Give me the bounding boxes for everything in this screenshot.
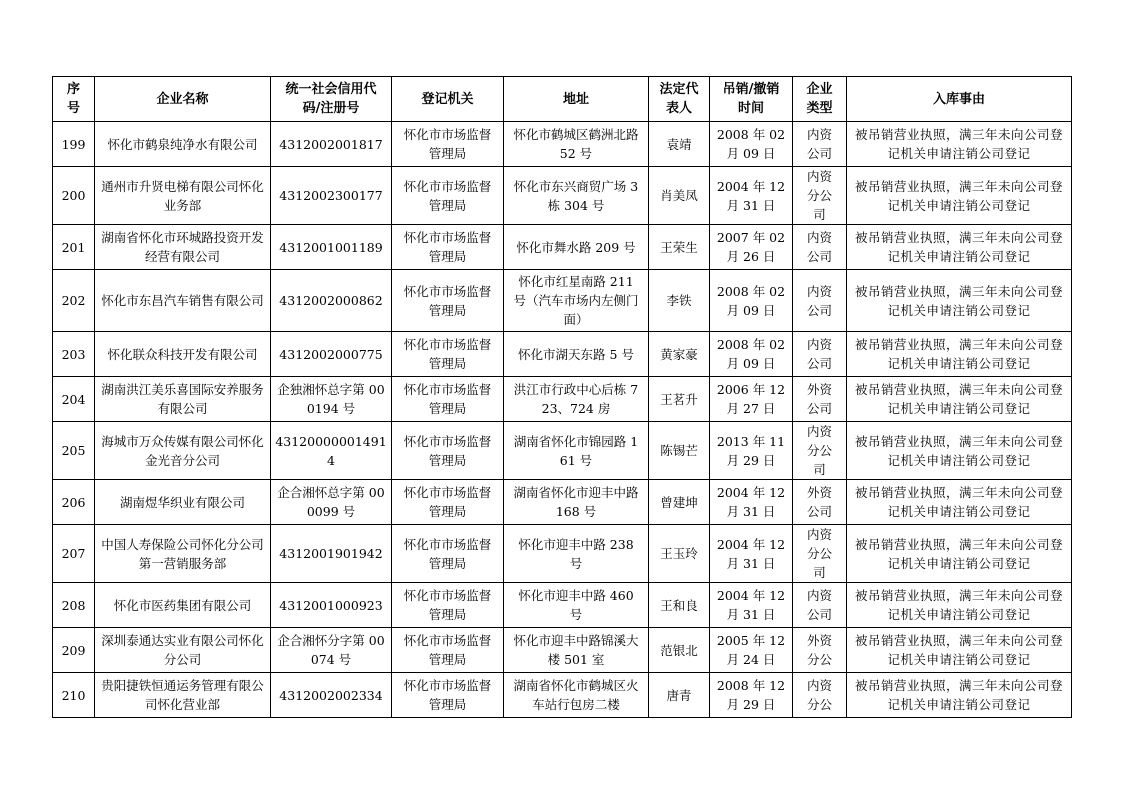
cell-authority: 怀化市市场监督管理局 [392, 122, 504, 167]
cell-company-type: 内资分公司 [793, 422, 847, 480]
cell-address: 洪江市行政中心后栋 723、724 房 [504, 377, 649, 422]
table-row [53, 225, 1072, 270]
cell-company-type: 内资公司 [793, 225, 847, 270]
cell-address: 怀化市迎丰中路 460 号 [504, 583, 649, 628]
cell-reason: 被吊销营业执照，满三年未向公司登记机关申请注销公司登记 [847, 422, 1072, 480]
cell-seq: 209 [53, 628, 95, 673]
cell-credit-code: 企独湘怀总字第 000194 号 [271, 377, 392, 422]
cell-address: 怀化市迎丰中路锦溪大楼 501 室 [504, 628, 649, 673]
cell-company-type: 内资公司 [793, 332, 847, 377]
cell-company-name: 湖南省怀化市环城路投资开发经营有限公司 [95, 225, 271, 270]
table-row [53, 583, 1072, 628]
cell-reason: 被吊销营业执照，满三年未向公司登记机关申请注销公司登记 [847, 167, 1072, 225]
cell-reason: 被吊销营业执照，满三年未向公司登记机关申请注销公司登记 [847, 122, 1072, 167]
cell-authority: 怀化市市场监督管理局 [392, 225, 504, 270]
cell-seq: 200 [53, 167, 95, 225]
cell-company-name: 湖南煜华织业有限公司 [95, 480, 271, 525]
cell-reason: 被吊销营业执照，满三年未向公司登记机关申请注销公司登记 [847, 480, 1072, 525]
cell-credit-code: 4312001001189 [271, 225, 392, 270]
table-row [53, 480, 1072, 525]
cell-revoke-time: 2008 年 02 月 09 日 [710, 270, 793, 332]
header-company-type: 企业类型 [793, 77, 847, 122]
header-revoke-time: 吊销/撤销时间 [710, 77, 793, 122]
cell-revoke-time: 2004 年 12 月 31 日 [710, 167, 793, 225]
cell-credit-code: 4312001000923 [271, 583, 392, 628]
cell-company-name: 中国人寿保险公司怀化分公司第一营销服务部 [95, 525, 271, 583]
cell-company-type: 内资公司 [793, 583, 847, 628]
cell-revoke-time: 2006 年 12 月 27 日 [710, 377, 793, 422]
cell-reason: 被吊销营业执照，满三年未向公司登记机关申请注销公司登记 [847, 332, 1072, 377]
cell-authority: 怀化市市场监督管理局 [392, 673, 504, 718]
cell-address: 湖南省怀化市锦园路 161 号 [504, 422, 649, 480]
cell-company-name: 贵阳捷铁恒通运务管理有限公司怀化营业部 [95, 673, 271, 718]
cell-revoke-time: 2004 年 12 月 31 日 [710, 583, 793, 628]
cell-authority: 怀化市市场监督管理局 [392, 167, 504, 225]
cell-company-type: 外资分公 [793, 628, 847, 673]
table-row [53, 525, 1072, 583]
cell-reason: 被吊销营业执照，满三年未向公司登记机关申请注销公司登记 [847, 583, 1072, 628]
cell-company-type: 内资公司 [793, 122, 847, 167]
table-row [53, 673, 1072, 718]
table-row [53, 377, 1072, 422]
table-row [53, 628, 1072, 673]
cell-company-name: 怀化市医药集团有限公司 [95, 583, 271, 628]
header-address: 地址 [504, 77, 649, 122]
header-seq: 序号 [53, 77, 95, 122]
header-legal-rep: 法定代表人 [649, 77, 710, 122]
cell-legal-rep: 王茗升 [649, 377, 710, 422]
cell-credit-code: 4312002300177 [271, 167, 392, 225]
cell-legal-rep: 王和良 [649, 583, 710, 628]
cell-authority: 怀化市市场监督管理局 [392, 332, 504, 377]
cell-legal-rep: 肖美凤 [649, 167, 710, 225]
cell-company-name: 怀化市东昌汽车销售有限公司 [95, 270, 271, 332]
cell-credit-code: 4312002000862 [271, 270, 392, 332]
cell-company-type: 内资公司 [793, 270, 847, 332]
revoked-companies-table [52, 76, 1072, 718]
cell-legal-rep: 范银北 [649, 628, 710, 673]
cell-seq: 210 [53, 673, 95, 718]
cell-legal-rep: 唐青 [649, 673, 710, 718]
cell-legal-rep: 黄家豪 [649, 332, 710, 377]
cell-legal-rep: 曾建坤 [649, 480, 710, 525]
cell-seq: 204 [53, 377, 95, 422]
cell-revoke-time: 2013 年 11 月 29 日 [710, 422, 793, 480]
cell-legal-rep: 陈锡芒 [649, 422, 710, 480]
cell-reason: 被吊销营业执照，满三年未向公司登记机关申请注销公司登记 [847, 377, 1072, 422]
cell-company-type: 外资公司 [793, 377, 847, 422]
cell-credit-code: 4312001901942 [271, 525, 392, 583]
registry-sheet [52, 76, 1071, 718]
cell-reason: 被吊销营业执照，满三年未向公司登记机关申请注销公司登记 [847, 525, 1072, 583]
cell-company-type: 内资分公 [793, 673, 847, 718]
cell-seq: 199 [53, 122, 95, 167]
table-row [53, 422, 1072, 480]
cell-credit-code: 4312002002334 [271, 673, 392, 718]
cell-address: 怀化市红星南路 211 号（汽车市场内左侧门面） [504, 270, 649, 332]
cell-seq: 203 [53, 332, 95, 377]
cell-seq: 206 [53, 480, 95, 525]
cell-seq: 201 [53, 225, 95, 270]
cell-credit-code: 4312002001817 [271, 122, 392, 167]
cell-revoke-time: 2004 年 12 月 31 日 [710, 480, 793, 525]
cell-legal-rep: 李铁 [649, 270, 710, 332]
cell-revoke-time: 2008 年 12 月 29 日 [710, 673, 793, 718]
cell-reason: 被吊销营业执照，满三年未向公司登记机关申请注销公司登记 [847, 225, 1072, 270]
cell-revoke-time: 2008 年 02 月 09 日 [710, 332, 793, 377]
table-row [53, 167, 1072, 225]
cell-legal-rep: 王荣生 [649, 225, 710, 270]
cell-credit-code: 企合湘怀分字第 00074 号 [271, 628, 392, 673]
cell-seq: 208 [53, 583, 95, 628]
cell-company-name: 海城市万众传媒有限公司怀化金光音分公司 [95, 422, 271, 480]
cell-legal-rep: 袁靖 [649, 122, 710, 167]
cell-address: 怀化市舞水路 209 号 [504, 225, 649, 270]
table-row [53, 332, 1072, 377]
header-company-name: 企业名称 [95, 77, 271, 122]
cell-company-type: 内资分公司 [793, 525, 847, 583]
cell-authority: 怀化市市场监督管理局 [392, 377, 504, 422]
cell-revoke-time: 2005 年 12 月 24 日 [710, 628, 793, 673]
table-row [53, 122, 1072, 167]
cell-company-type: 内资分公司 [793, 167, 847, 225]
cell-company-name: 通州市升贤电梯有限公司怀化业务部 [95, 167, 271, 225]
cell-company-name: 深圳泰通达实业有限公司怀化分公司 [95, 628, 271, 673]
cell-authority: 怀化市市场监督管理局 [392, 583, 504, 628]
table-row [53, 270, 1072, 332]
header-reason: 入库事由 [847, 77, 1072, 122]
header-authority: 登记机关 [392, 77, 504, 122]
cell-authority: 怀化市市场监督管理局 [392, 525, 504, 583]
cell-address: 怀化市湖天东路 5 号 [504, 332, 649, 377]
cell-credit-code: 4312002000775 [271, 332, 392, 377]
cell-company-name: 湖南洪江美乐喜国际安养服务有限公司 [95, 377, 271, 422]
cell-company-name: 怀化市鹤泉纯净水有限公司 [95, 122, 271, 167]
cell-authority: 怀化市市场监督管理局 [392, 270, 504, 332]
cell-reason: 被吊销营业执照，满三年未向公司登记机关申请注销公司登记 [847, 628, 1072, 673]
cell-revoke-time: 2007 年 02 月 26 日 [710, 225, 793, 270]
cell-company-type: 外资公司 [793, 480, 847, 525]
cell-revoke-time: 2008 年 02 月 09 日 [710, 122, 793, 167]
cell-address: 怀化市迎丰中路 238 号 [504, 525, 649, 583]
cell-company-name: 怀化联众科技开发有限公司 [95, 332, 271, 377]
cell-address: 怀化市东兴商贸广场 3 栋 304 号 [504, 167, 649, 225]
cell-address: 湖南省怀化市鹤城区火车站行包房二楼 [504, 673, 649, 718]
cell-authority: 怀化市市场监督管理局 [392, 422, 504, 480]
cell-revoke-time: 2004 年 12 月 31 日 [710, 525, 793, 583]
cell-credit-code: 431200000014914 [271, 422, 392, 480]
cell-legal-rep: 王玉玲 [649, 525, 710, 583]
cell-address: 湖南省怀化市迎丰中路 168 号 [504, 480, 649, 525]
cell-reason: 被吊销营业执照，满三年未向公司登记机关申请注销公司登记 [847, 673, 1072, 718]
table-header-row [53, 77, 1072, 122]
header-credit-code: 统一社会信用代码/注册号 [271, 77, 392, 122]
cell-address: 怀化市鹤城区鹤洲北路 52 号 [504, 122, 649, 167]
cell-authority: 怀化市市场监督管理局 [392, 480, 504, 525]
cell-reason: 被吊销营业执照，满三年未向公司登记机关申请注销公司登记 [847, 270, 1072, 332]
cell-seq: 202 [53, 270, 95, 332]
cell-seq: 205 [53, 422, 95, 480]
cell-credit-code: 企合湘怀总字第 000099 号 [271, 480, 392, 525]
cell-authority: 怀化市市场监督管理局 [392, 628, 504, 673]
cell-seq: 207 [53, 525, 95, 583]
